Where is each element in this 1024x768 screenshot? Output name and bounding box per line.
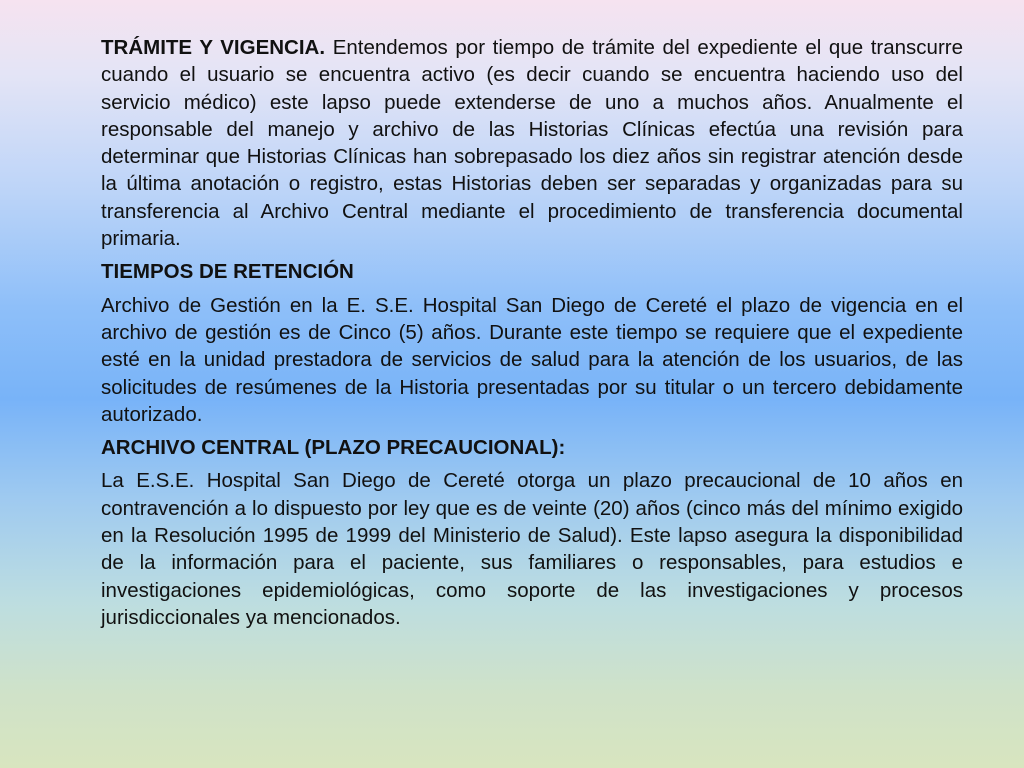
tramite-text: Entendemos por tiempo de trámite del expediente el que transcurre cuando el usuario se encuentra activo (es decir cuando se encuentra haciendo uso del servicio médico) este lapso puede extenderse de uno a muchos años. Anualmente el responsable del manejo y archivo de las Historias Clínicas efectúa una revisión para determinar que Historias Clínicas han sobrepasado los diez años sin registrar atención desde la última anotación o registro, estas Historias deben ser separadas y organizadas para su transferencia al Archivo Central mediante el procedimiento de transferencia documental primaria.	[101, 36, 964, 251]
slide-body	[101, 34, 963, 734]
archivo-central-paragraph: La E.S.E. Hospital San Diego de Cereté otorga un plazo precaucional de 10 años en contravención a lo dispuesto por ley que es de veinte (20) años (cinco más del mínimo exigido en la Resolución 1995 de 1999 del Ministerio de Salud). Este lapso asegura la disponibilidad de la información para el paciente, sus familiares o responsables, para estudios e investigaciones epidemiológicas, como soporte de las investigaciones y procesos jurisdiccionales ya mencionados.	[101, 469, 963, 629]
tramite-heading: TRÁMITE Y VIGENCIA.	[101, 36, 326, 59]
archivo-central-heading: ARCHIVO CENTRAL (PLAZO PRECAUCIONAL):	[101, 436, 566, 460]
retencion-heading: TIEMPOS DE RETENCIÓN	[101, 260, 354, 284]
tramite-paragraph	[101, 34, 963, 252]
retencion-paragraph: Archivo de Gestión en la E. S.E. Hospital San Diego de Cereté el plazo de vigencia en el archivo de gestión es de Cinco (5) años. Durante este tiempo se requiere que el expediente esté en la unidad prestadora de servicios de salud para la atención de los usuarios, de las solicitudes de resúmenes de la Historia presentadas por su titular o un tercero debidamente autorizado.	[101, 293, 963, 426]
